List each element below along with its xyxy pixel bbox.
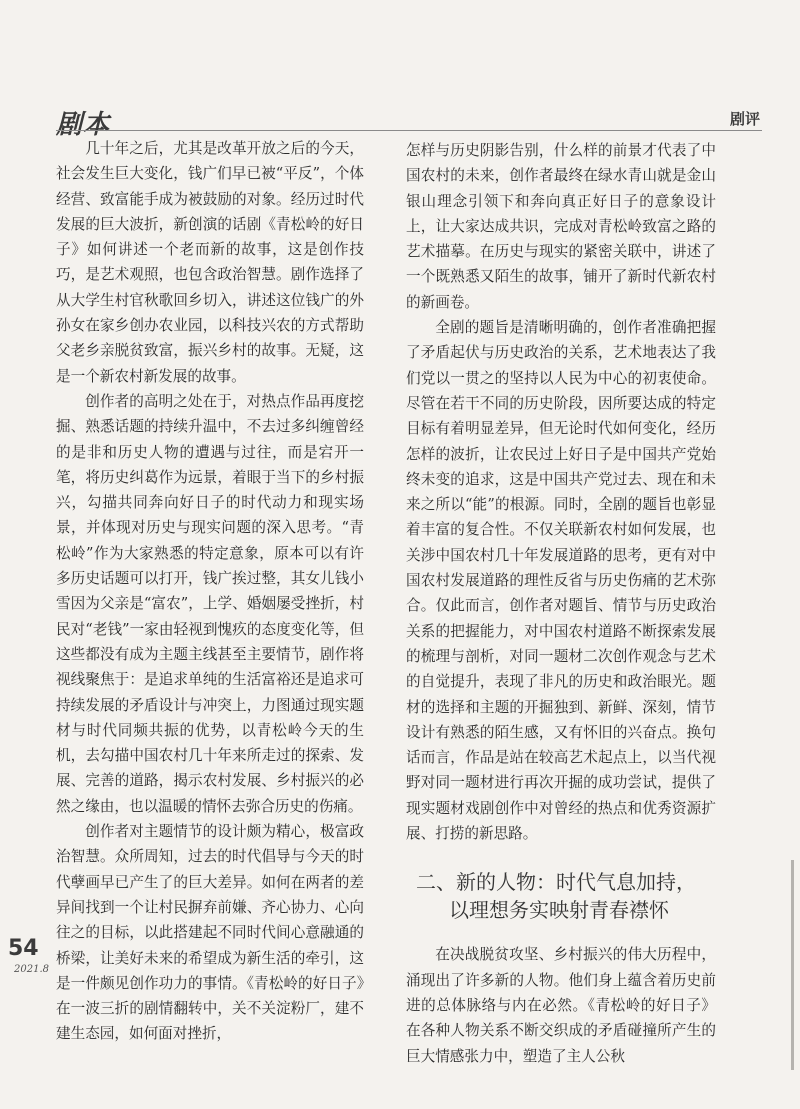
paragraph: 创作者的高明之处在于，对热点作品再度挖掘、熟悉话题的持续升温中，不去过多纠缠曾经的是非和历史人物的遭遇与过往，而是宕开一笔，将历史纠葛作为远景，着眼于当下的乡村振兴，勾描共同奔向好日子的时代动力和现实场景，并体现对历史与现实问题的深入思考。“青松岭”作为大家熟悉的特定意象，原本可以有许多历史话题可以打开，钱广挨过整，其女儿钱小雪因为父亲是“富农”，上学、婚姻屡受挫折，村民对“老钱”一家由轻视到愧疚的态度变化等，但这些都没有成为主题主线甚至主要情节，剧作将视线聚焦于：是追求单纯的生活富裕还是追求可持续发展的矛盾设计与冲突上，力图通过现实题材与时代同频共振的优势，以青松岭今天的生机，去勾描中国农村几十年来所走过的探索、发展、完善的道路，揭示农村发展、乡村振兴的必然之缘由，也以温暖的情怀去弥合历史的伤痛。 [56, 392, 364, 815]
left-column [56, 136, 364, 1047]
paragraph: 创作者对主题情节的设计颇为精心，极富政治智慧。众所周知，过去的时代倡导与今天的时代孽画早已产生了的巨大差异。如何在两者的差异间找到一个让村民摒弃前嫌、齐心协力、心向往之的目标，以此搭建起不同时代间心意融通的桥梁，让美好未来的希望成为新生活的牵引，这是一件颇见创作功力的事情。《青松岭的好日子》在一波三折的剧情翻转中，关不关淀粉厂，建不建生态园，如何面对挫折， [56, 823, 364, 1043]
section-heading [406, 868, 716, 924]
page-number: 54 [8, 936, 39, 961]
page-edge-shadow [791, 860, 794, 1070]
paragraph: 在决战脱贫攻坚、乡村振兴的伟大历程中，涌现出了许多新的人物。他们身上蕴含着历史前进的总体脉络与内在必然。《青松岭的好日子》在各种人物关系不断交织成的矛盾碰撞所产生的巨大情感张力中，塑造了主人公秋 [406, 946, 716, 1065]
issue-mark: 2021.8 [14, 964, 49, 975]
section-heading-line2: 以理想务实映射青春襟怀 [449, 898, 669, 923]
paragraph: 全剧的题旨是清晰明确的，创作者准确把握了矛盾起伏与历史政治的关系，艺术地表达了我们党以一贯之的坚持以人民为中心的初衷使命。尽管在若干不同的历史阶段，因所要达成的特定目标有着明显差异，但无论时代如何变化，经历怎样的波折，让农民过上好日子是中国共产党始终未变的追求，这是中国共产党过去、现在和未来之所以“能”的根源。同时，全剧的题旨也彰显着丰富的复合性。不仅关联新农村如何发展，也关涉中国农村几十年发展道路的思考，更有对中国农村发展道路的理性反省与历史伤痛的艺术弥合。仅此而言，创作者对题旨、情节与历史政治关系的把握能力，对中国农村道路不断探索发展的梳理与剖析，对同一题材二次创作观念与艺术的自觉提升，表现了非凡的历史和政治眼光。题材的选择和主题的开掘独到、新鲜、深刻，情节设计有熟悉的陌生感，又有怀旧的兴奋点。换句话而言，作品是站在较高艺术起点上，以当代视野对同一题材进行再次开掘的成功尝试，提供了现实题材戏剧创作中对曾经的热点和优秀资源扩展、打捞的新思路。 [406, 319, 716, 843]
right-column [406, 138, 716, 1069]
paragraph: 几十年之后，尤其是改革开放之后的今天，社会发生巨大变化，钱广们早已被“平反”，个体经营、致富能手成为被鼓励的对象。经历过时代发展的巨大波折，新创演的话剧《青松岭的好日子》如何讲述一个老而新的故事，这是创作技巧，是艺术观照，也包含政治智慧。剧作选择了从大学生村官秋歌回乡切入，讲述这位钱广的外孙女在家乡创办农业园，以科技兴农的方式帮助父老乡亲脱贫致富，振兴乡村的故事。无疑，这是一个新农村新发展的故事。 [56, 140, 364, 385]
section-label: 剧评 [729, 110, 760, 128]
paragraph: 怎样与历史阴影告别，什么样的前景才代表了中国农村的未来，创作者最终在绿水青山就是金山银山理念引领下和奔向真正好日子的意象设计上，让大家达成共识，完成对青松岭致富之路的艺术描摹。在历史与现实的紧密关联中，讲述了一个既熟悉又陌生的故事，铺开了新时代新农村的新画卷。 [406, 142, 716, 311]
header-divider [56, 130, 762, 131]
magazine-logo: 剧本 [56, 110, 111, 140]
section-heading-line1: 二、新的人物：时代气息加持， [416, 870, 696, 895]
